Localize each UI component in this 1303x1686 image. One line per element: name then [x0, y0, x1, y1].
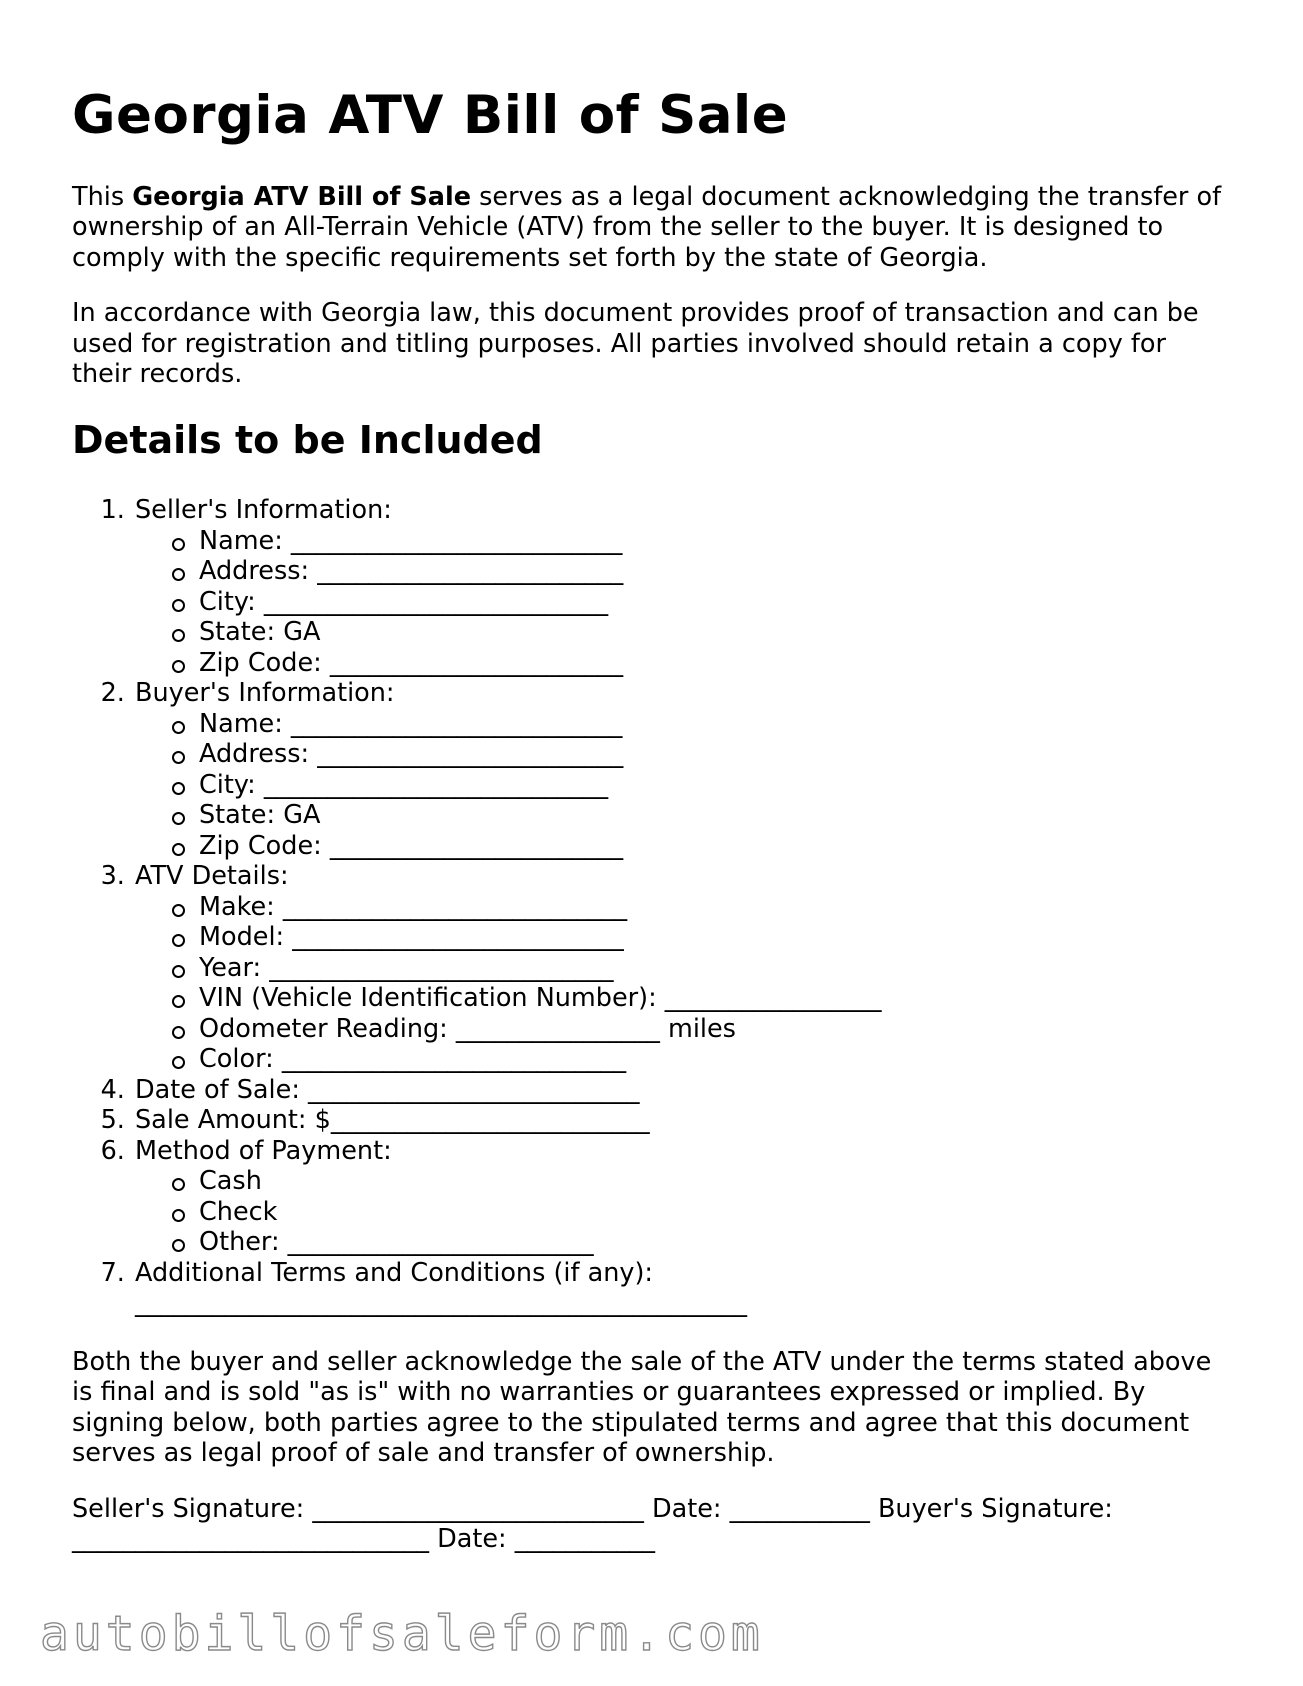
- list-item-terms: [133, 1258, 1232, 1319]
- atv-vin-field: VIN (Vehicle Identification Number): _________________: [199, 983, 1232, 1014]
- seller-address-field: Address: ________________________: [199, 556, 1232, 587]
- buyer-name-field: Name: __________________________: [199, 709, 1232, 740]
- payment-options: [135, 1166, 1232, 1258]
- payment-other: Other: ________________________: [199, 1227, 1232, 1258]
- seller-zip-field: Zip Code: _______________________: [199, 648, 1232, 679]
- buyer-fields: [135, 709, 1232, 862]
- buyer-label: Buyer's Information:: [135, 678, 395, 709]
- intro-suffix: serves as a legal document acknowledging the transfer of ownership of an All-Terrain Vehicle (ATV) from the seller to the buyer. It is designed to comply with the specific requirements set forth by the state of Georgia.: [72, 181, 1222, 273]
- signature-lines: Seller's Signature: __________________________ Date: ___________ Buyer's Signature: ____________________________ Date: ___________: [72, 1493, 1113, 1555]
- payment-label: Method of Payment:: [135, 1135, 392, 1166]
- seller-city-field: City: ___________________________: [199, 587, 1232, 618]
- atv-color-field: Color: ___________________________: [199, 1044, 1232, 1075]
- intro-paragraph: [72, 182, 1232, 274]
- atv-model-field: Model: __________________________: [199, 922, 1232, 953]
- buyer-state-field: State: GA: [199, 800, 1232, 831]
- closing-paragraph: Both the buyer and seller acknowledge the sale of the ATV under the terms stated above is final and is sold "as is" with no warranties or guarantees expressed or implied. By signing below, both parties agree to the stipulated terms and agree that this document serves as legal proof of sale and transfer of ownership.: [72, 1346, 1212, 1469]
- details-list: [72, 495, 1232, 1319]
- section-heading: Details to be Included: [72, 417, 543, 462]
- intro-bold-title: Georgia ATV Bill of Sale: [132, 181, 472, 212]
- page-title: Georgia ATV Bill of Sale: [72, 85, 789, 146]
- list-item-atv: [133, 861, 1232, 1075]
- list-item-seller: [133, 495, 1232, 678]
- buyer-address-field: Address: ________________________: [199, 739, 1232, 770]
- terms-blank-line: ________________________________________________: [135, 1288, 747, 1319]
- seller-label: Seller's Information:: [135, 495, 392, 526]
- seller-name-field: Name: __________________________: [199, 526, 1232, 557]
- terms-label: Additional Terms and Conditions (if any):: [135, 1257, 654, 1288]
- payment-check: Check: [199, 1197, 1232, 1228]
- payment-cash: Cash: [199, 1166, 1232, 1197]
- list-item-date-of-sale: 4. Date of Sale: __________________________: [133, 1075, 1232, 1106]
- intro-prefix: This: [72, 181, 133, 212]
- atv-label: ATV Details:: [135, 861, 289, 892]
- document-page: [72, 84, 1232, 1580]
- buyer-city-field: City: ___________________________: [199, 770, 1232, 801]
- list-item-sale-amount: 5. Sale Amount: $_________________________: [133, 1105, 1232, 1136]
- atv-odometer-field: Odometer Reading: ________________ miles: [199, 1014, 1232, 1045]
- atv-year-field: Year: ___________________________: [199, 953, 1232, 984]
- seller-fields: [135, 526, 1232, 679]
- list-item-buyer: [133, 678, 1232, 861]
- seller-state-field: State: GA: [199, 617, 1232, 648]
- list-item-payment: [133, 1136, 1232, 1258]
- site-watermark: autobillofsaleform.com: [40, 1606, 764, 1662]
- atv-fields: [135, 892, 1232, 1075]
- buyer-zip-field: Zip Code: _______________________: [199, 831, 1232, 862]
- legal-paragraph: In accordance with Georgia law, this document provides proof of transaction and can be used for registration and titling purposes. All parties involved should retain a copy for their records.: [72, 298, 1199, 390]
- atv-make-field: Make: ___________________________: [199, 892, 1232, 923]
